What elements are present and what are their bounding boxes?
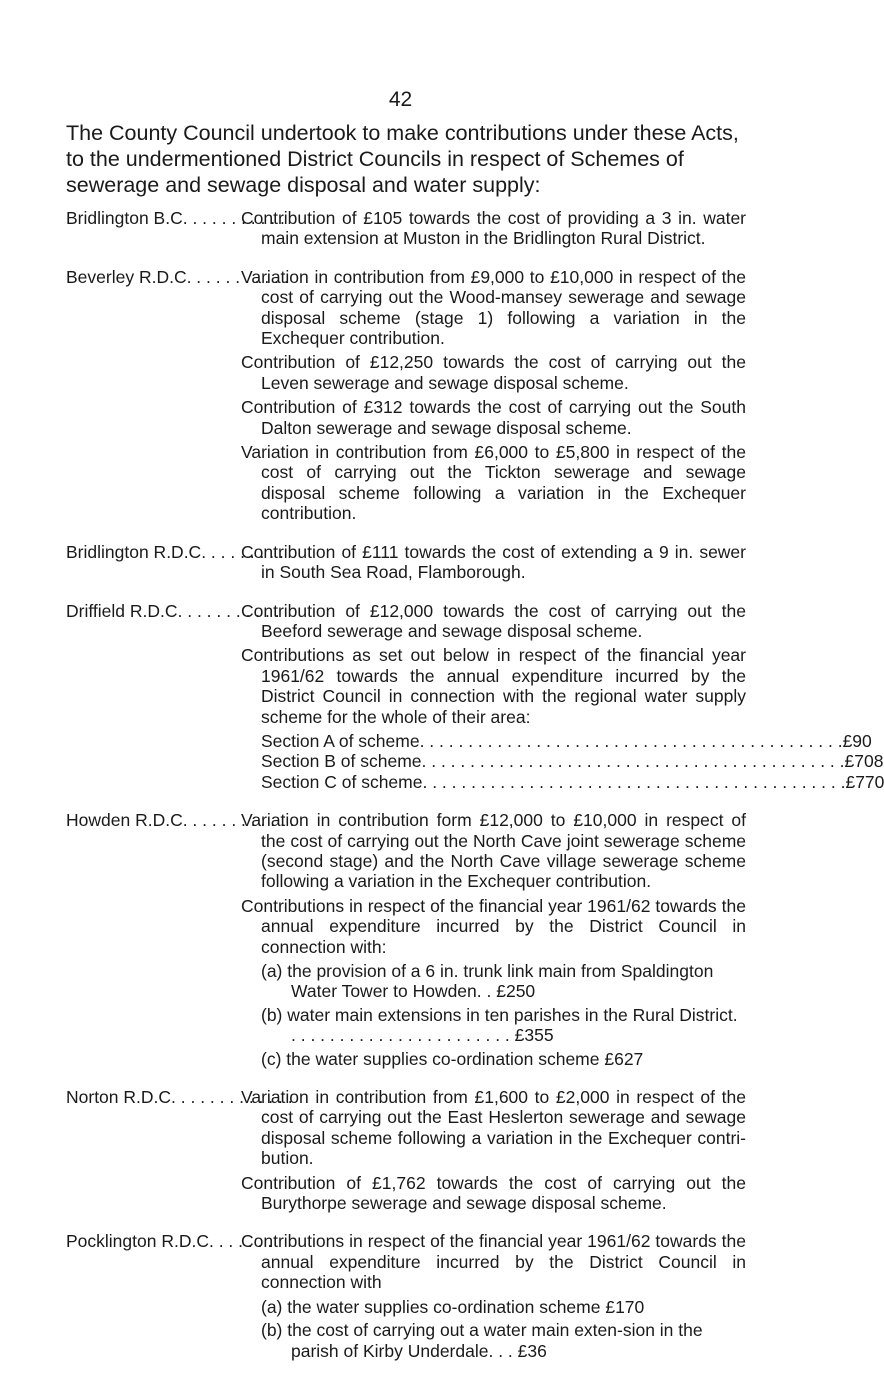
dot-leader: . . . . . . . . . . . . . . . . . . . . . . . . . . . . . . . . . . . . . . . . . . . . xyxy=(421,751,845,772)
scheme-section-line xyxy=(261,730,872,751)
entry-body xyxy=(241,542,746,583)
entry-beverley-rdc xyxy=(66,267,746,524)
section-amount: £770 xyxy=(845,771,884,792)
entry-paragraph: Contribution of £312 towards the cost of carrying out the South Dalton sewerage and sewage disposal scheme. xyxy=(241,397,746,438)
entry-label: Beverley R.D.C. . . . . . . . . . . xyxy=(66,266,289,287)
entry-label: Norton R.D.C. . . . . . . . . . . . . xyxy=(66,1087,293,1108)
entry-pocklington-rdc xyxy=(66,1231,746,1360)
entry-body xyxy=(241,208,746,249)
expenditure-item: (b) the cost of carrying out a water main exten-sion in the parish of Kirby Underdale. . . £36 xyxy=(261,1320,703,1361)
expenditure-item: (a) the provision of a 6 in. trunk link main from Spaldington Water Tower to Howden. . £250 xyxy=(261,961,714,1002)
entry-paragraph: Contributions in respect of the financial year 1961/62 towards the annual expenditure incurred by the District Council in connection with: xyxy=(241,895,746,957)
page-number: 42 xyxy=(388,88,413,111)
entry-bridlington-bc xyxy=(66,208,746,249)
entry-body xyxy=(241,267,746,524)
expenditure-item: (a) the water supplies co-ordination scheme £170 xyxy=(261,1296,645,1317)
entry-paragraph: Contribution of £12,000 towards the cost of carrying out the Beeford sewerage and sewage disposal scheme. xyxy=(241,600,746,641)
entry-paragraph: Contribution of £111 towards the cost of extending a 9 in. sewer in South Sea Road, Flamborough. xyxy=(241,541,746,583)
entry-paragraph: Contribution of £1,762 towards the cost of carrying out the Burythorpe sewerage and sewage disposal scheme. xyxy=(241,1172,746,1214)
expenditure-item: (c) the water supplies co-ordination scheme £627 xyxy=(261,1048,644,1069)
entry-label: Bridlington R.D.C. . . . . . . . . xyxy=(66,541,284,562)
entry-howden-rdc xyxy=(66,810,746,1069)
entry-driffield-rdc xyxy=(66,600,884,793)
entry-paragraph: Contribution of £12,250 towards the cost of carrying out the Leven sewerage and sewage disposal scheme. xyxy=(241,352,746,393)
entry-label: Driffield R.D.C. . . . . . . . . . . xyxy=(66,600,280,621)
entry-body xyxy=(241,600,884,793)
entry-paragraph: Contributions in respect of the financial year 1961/62 towards the annual expenditure incurred by the District Council in connection with xyxy=(241,1231,746,1293)
scheme-section-line xyxy=(261,771,884,792)
scheme-section-line xyxy=(261,751,884,772)
entry-norton-rdc xyxy=(66,1087,746,1213)
entry-paragraph: Contributions as set out below in respect of the financial year 1961/62 towards the annual expenditure incurred by the District Council in connection with the regional water supply scheme for the whole of their area: xyxy=(241,645,746,727)
entry-paragraph: Variation in contribution form £12,000 to £10,000 in respect of the cost of carrying out the North Cave joint sewerage scheme (second stage) and the North Cave village sewerage scheme following a variation in the Exchequer contribution. xyxy=(241,810,746,892)
entry-bridlington-rdc xyxy=(66,542,746,583)
section-amount: £708 xyxy=(844,751,884,772)
entry-body xyxy=(241,810,746,1069)
entry-paragraph: Variation in contribution from £1,600 to £2,000 in respect of the cost of carrying out the East Heslerton sewerage and sewage disposal scheme following a variation in the Exchequer contri-bution. xyxy=(241,1087,746,1169)
entry-paragraph: Variation in contribution from £9,000 to £10,000 in respect of the cost of carrying out the Wood-mansey sewerage and sewage disposal scheme (stage 1) following a variation in the Exchequer contribution. xyxy=(241,266,746,349)
entry-label: Bridlington B.C. . . . . . . . . . . xyxy=(66,208,285,228)
entry-paragraph: Contribution of £105 towards the cost of providing a 3 in. water main extension at Muston in the Bridlington Rural District. xyxy=(241,208,746,249)
section-name: Section A of scheme xyxy=(261,730,420,751)
expenditure-item: (b) water main extensions in ten parishes in the Rural District. . . . . . . . . . . . . . . . . . . . . . . . £355 xyxy=(261,1004,738,1046)
dot-leader: . . . . . . . . . . . . . . . . . . . . . . . . . . . . . . . . . . . . . . . . . . . . xyxy=(419,730,843,751)
council-entries xyxy=(66,208,884,1361)
entry-body xyxy=(241,1231,746,1360)
entry-body xyxy=(241,1087,746,1213)
section-amount: £90 xyxy=(842,730,872,751)
dot-leader: . . . . . . . . . . . . . . . . . . . . . . . . . . . . . . . . . . . . . . . . . . . . xyxy=(422,771,846,792)
entry-label: Pocklington R.D.C. . . . . . . xyxy=(66,1231,273,1252)
entry-label: Howden R.D.C. . . . . . . . . . . . xyxy=(66,810,295,831)
entry-paragraph: Variation in contribution from £6,000 to £5,800 in respect of the cost of carrying out the Tickton sewerage and sewage disposal scheme following a variation in the Exchequer contribution. xyxy=(241,442,746,524)
section-name: Section C of scheme xyxy=(261,771,423,792)
intro-paragraph: The County Council undertook to make contributions under these Acts, to the undermentioned District Councils in respect of Schemes of sewerage and sewage disposal and water supply: xyxy=(66,121,739,197)
section-name: Section B of scheme xyxy=(261,751,422,772)
